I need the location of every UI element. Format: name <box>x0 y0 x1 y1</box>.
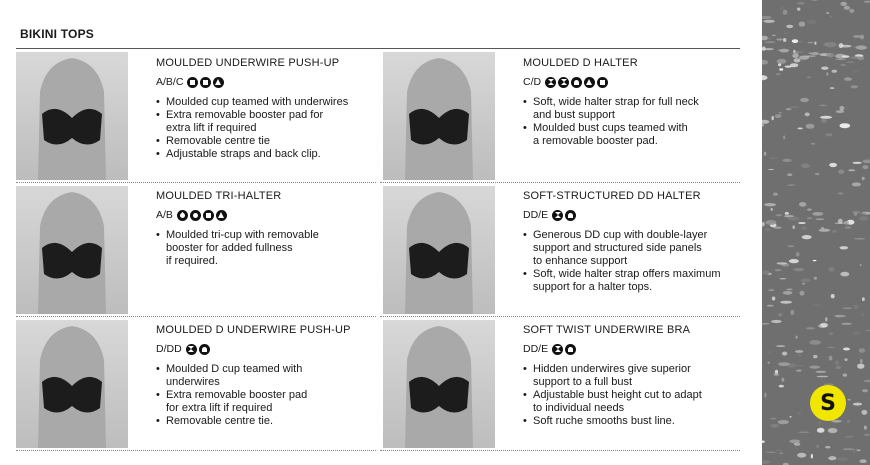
square-icon <box>187 77 198 88</box>
product-photo <box>16 186 128 314</box>
section-divider <box>16 48 740 49</box>
feature-item: to individual needs <box>533 402 625 414</box>
section-title: BIKINI TOPS <box>20 27 94 41</box>
product-card <box>523 324 702 428</box>
feature-item: if required. <box>166 255 218 267</box>
product-photo <box>16 52 128 180</box>
product-card <box>523 190 720 294</box>
drop-icon <box>177 210 188 221</box>
size-row <box>156 75 348 89</box>
feature-item: • Moulded bust cups teamed with <box>523 122 699 135</box>
square-icon <box>203 210 214 221</box>
size-label: DD/E <box>523 343 549 355</box>
feature-item: • Removable centre tie <box>156 135 348 148</box>
size-row <box>523 208 720 222</box>
size-row <box>156 208 319 222</box>
triangle-icon <box>216 210 227 221</box>
hourglass-icon <box>545 77 556 88</box>
heart-icon <box>565 210 576 221</box>
circle-icon <box>190 210 201 221</box>
size-label: DD/E <box>523 209 549 221</box>
heart-icon <box>199 344 210 355</box>
feature-list <box>156 96 348 161</box>
size-label: C/D <box>523 76 542 88</box>
feature-item: • Adjustable straps and back clip. <box>156 148 348 161</box>
feature-item: • Soft, wide halter strap offers maximum <box>523 268 720 281</box>
feature-item: • Generous DD cup with double-layer <box>523 229 720 242</box>
feature-item: • Moulded tri-cup with removable <box>156 229 319 242</box>
square-icon <box>200 77 211 88</box>
size-label: A/B/C <box>156 76 184 88</box>
product-title: MOULDED UNDERWIRE PUSH-UP <box>156 57 340 69</box>
row-divider <box>16 182 376 183</box>
hourglass-icon <box>552 210 563 221</box>
triangle-icon <box>584 77 595 88</box>
row-divider <box>16 316 376 317</box>
feature-item: support and structured side panels <box>533 242 702 254</box>
product-title: MOULDED TRI-HALTER <box>156 190 282 202</box>
product-card <box>156 57 348 161</box>
feature-item: underwires <box>166 376 220 388</box>
row-divider <box>380 182 740 183</box>
feature-item: booster for added fullness <box>166 242 293 254</box>
feature-item: for extra lift if required <box>166 402 273 414</box>
feature-item: • Soft ruche smooths bust line. <box>523 415 702 428</box>
feature-item: to enhance support <box>533 255 628 267</box>
feature-item: a removable booster pad. <box>533 135 658 147</box>
product-card <box>156 324 351 428</box>
product-card <box>156 190 319 268</box>
feature-item: • Soft, wide halter strap for full neck <box>523 96 699 109</box>
product-photo <box>383 320 495 448</box>
feature-item: support to a full bust <box>533 376 633 388</box>
product-title: MOULDED D HALTER <box>523 57 638 69</box>
size-row <box>156 342 351 356</box>
feature-list <box>156 229 319 268</box>
hourglass-icon <box>552 344 563 355</box>
feature-item: • Hidden underwires give superior <box>523 363 702 376</box>
feature-list <box>523 363 702 428</box>
feature-list <box>156 363 351 428</box>
triangle-icon <box>213 77 224 88</box>
row-divider <box>380 316 740 317</box>
hourglass-icon <box>186 344 197 355</box>
row-divider <box>380 450 740 451</box>
hourglass-icon <box>558 77 569 88</box>
feature-item: • Extra removable booster pad for <box>156 109 348 122</box>
size-label: A/B <box>156 209 173 221</box>
square-icon <box>597 77 608 88</box>
feature-item: extra lift if required <box>166 122 257 134</box>
row-divider <box>16 450 376 451</box>
product-title: SOFT-STRUCTURED DD HALTER <box>523 190 701 202</box>
feature-item: • Extra removable booster pad <box>156 389 351 402</box>
product-photo <box>383 52 495 180</box>
product-title: MOULDED D UNDERWIRE PUSH-UP <box>156 324 351 336</box>
feature-item: • Moulded cup teamed with underwires <box>156 96 348 109</box>
feature-item: • Moulded D cup teamed with <box>156 363 351 376</box>
feature-item: • Adjustable bust height cut to adapt <box>523 389 702 402</box>
product-photo <box>16 320 128 448</box>
feature-item: • Removable centre tie. <box>156 415 351 428</box>
size-row <box>523 75 699 89</box>
product-card <box>523 57 699 148</box>
feature-list <box>523 96 699 148</box>
size-row <box>523 342 702 356</box>
feature-list <box>523 229 720 294</box>
heart-icon <box>571 77 582 88</box>
feature-item: support for a halter tops. <box>533 281 653 293</box>
size-label: D/DD <box>156 343 182 355</box>
product-photo <box>383 186 495 314</box>
feature-item: and bust support <box>533 109 615 121</box>
product-title: SOFT TWIST UNDERWIRE BRA <box>523 324 691 336</box>
heart-icon <box>565 344 576 355</box>
brand-logo: S <box>810 385 846 421</box>
